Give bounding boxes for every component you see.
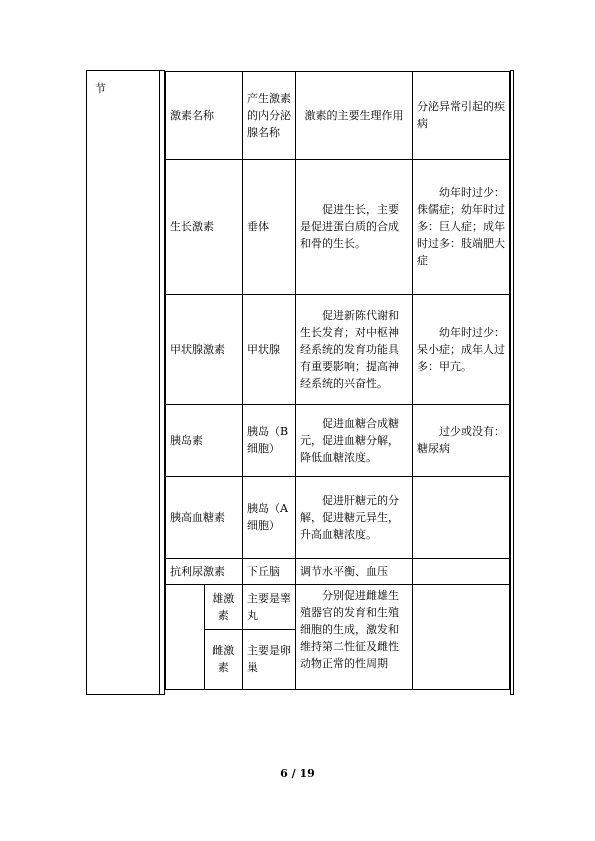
hormone-name: 甲状腺激素 [166, 294, 243, 404]
hormone-gland: 胰岛（B细胞） [243, 404, 296, 476]
section-label-cell [87, 71, 160, 695]
header-name: 激素名称 [166, 71, 243, 159]
table-row [166, 584, 510, 629]
header-gland: 产生激素的内分泌腺名称 [243, 71, 296, 159]
hormone-function: 促进肝糖元的分解，促进糖元异生，升高血糖浓度。 [296, 476, 413, 558]
header-disease: 分泌异常引起的疾病 [413, 71, 510, 159]
table-row [166, 476, 510, 558]
hormone-name: 胰岛素 [166, 404, 243, 476]
hormone-gland: 垂体 [243, 159, 296, 294]
hormone-gland: 甲状腺 [243, 294, 296, 404]
female-hormone-gland: 主要是卵巢 [243, 629, 296, 689]
male-hormone-gland: 主要是睾丸 [243, 584, 296, 629]
hormone-disease: 幼年时过少：呆小症；成年人过多：甲亢。 [413, 294, 510, 404]
sex-hormone-function: 分别促进雌雄生殖器官的发育和生殖细胞的生成，激发和维持第二性征及雌性动物正常的性周期 [296, 584, 413, 689]
hormone-function: 促进血糖合成糖元，促进血糖分解，降低血糖浓度。 [296, 404, 413, 476]
table-row [166, 159, 510, 294]
page-number: 6 / 19 [280, 767, 315, 780]
hormone-name: 胰高血糖素 [166, 476, 243, 558]
hormone-disease: 幼年时过少：侏儒症；幼年时过多：巨人症；成年时过多：肢端肥大症 [413, 159, 510, 294]
hormone-disease: 过少或没有：糖尿病 [413, 404, 510, 476]
sex-hormone-group-cell [166, 584, 205, 689]
right-border-cell [511, 71, 514, 695]
hormone-disease [413, 476, 510, 558]
hormone-function: 调节水平衡、血压 [296, 558, 413, 584]
header-function: 激素的主要生理作用 [296, 71, 413, 159]
hormone-gland: 下丘脑 [243, 558, 296, 584]
hormone-function: 促进新陈代谢和生长发育；对中枢神经系统的发育功能具有重要影响；提高神经系统的兴奋性。 [296, 294, 413, 404]
hormone-disease [413, 558, 510, 584]
table-row [166, 294, 510, 404]
table-row [166, 404, 510, 476]
hormone-name: 抗利尿激素 [166, 558, 243, 584]
hormone-gland: 胰岛（A细胞） [243, 476, 296, 558]
male-hormone-name: 雄激素 [204, 584, 243, 629]
female-hormone-name: 雌激素 [204, 629, 243, 689]
header-row [166, 71, 510, 159]
hormone-function: 促进生长，主要是促进蛋白质的合成和骨的生长。 [296, 159, 413, 294]
hormone-table-cell [165, 71, 511, 695]
hormone-table [165, 71, 510, 690]
outer-table [86, 70, 514, 695]
section-label: 节 [95, 82, 106, 95]
hormone-name: 生长激素 [166, 159, 243, 294]
table-row [166, 558, 510, 584]
sex-hormone-disease [413, 584, 510, 689]
